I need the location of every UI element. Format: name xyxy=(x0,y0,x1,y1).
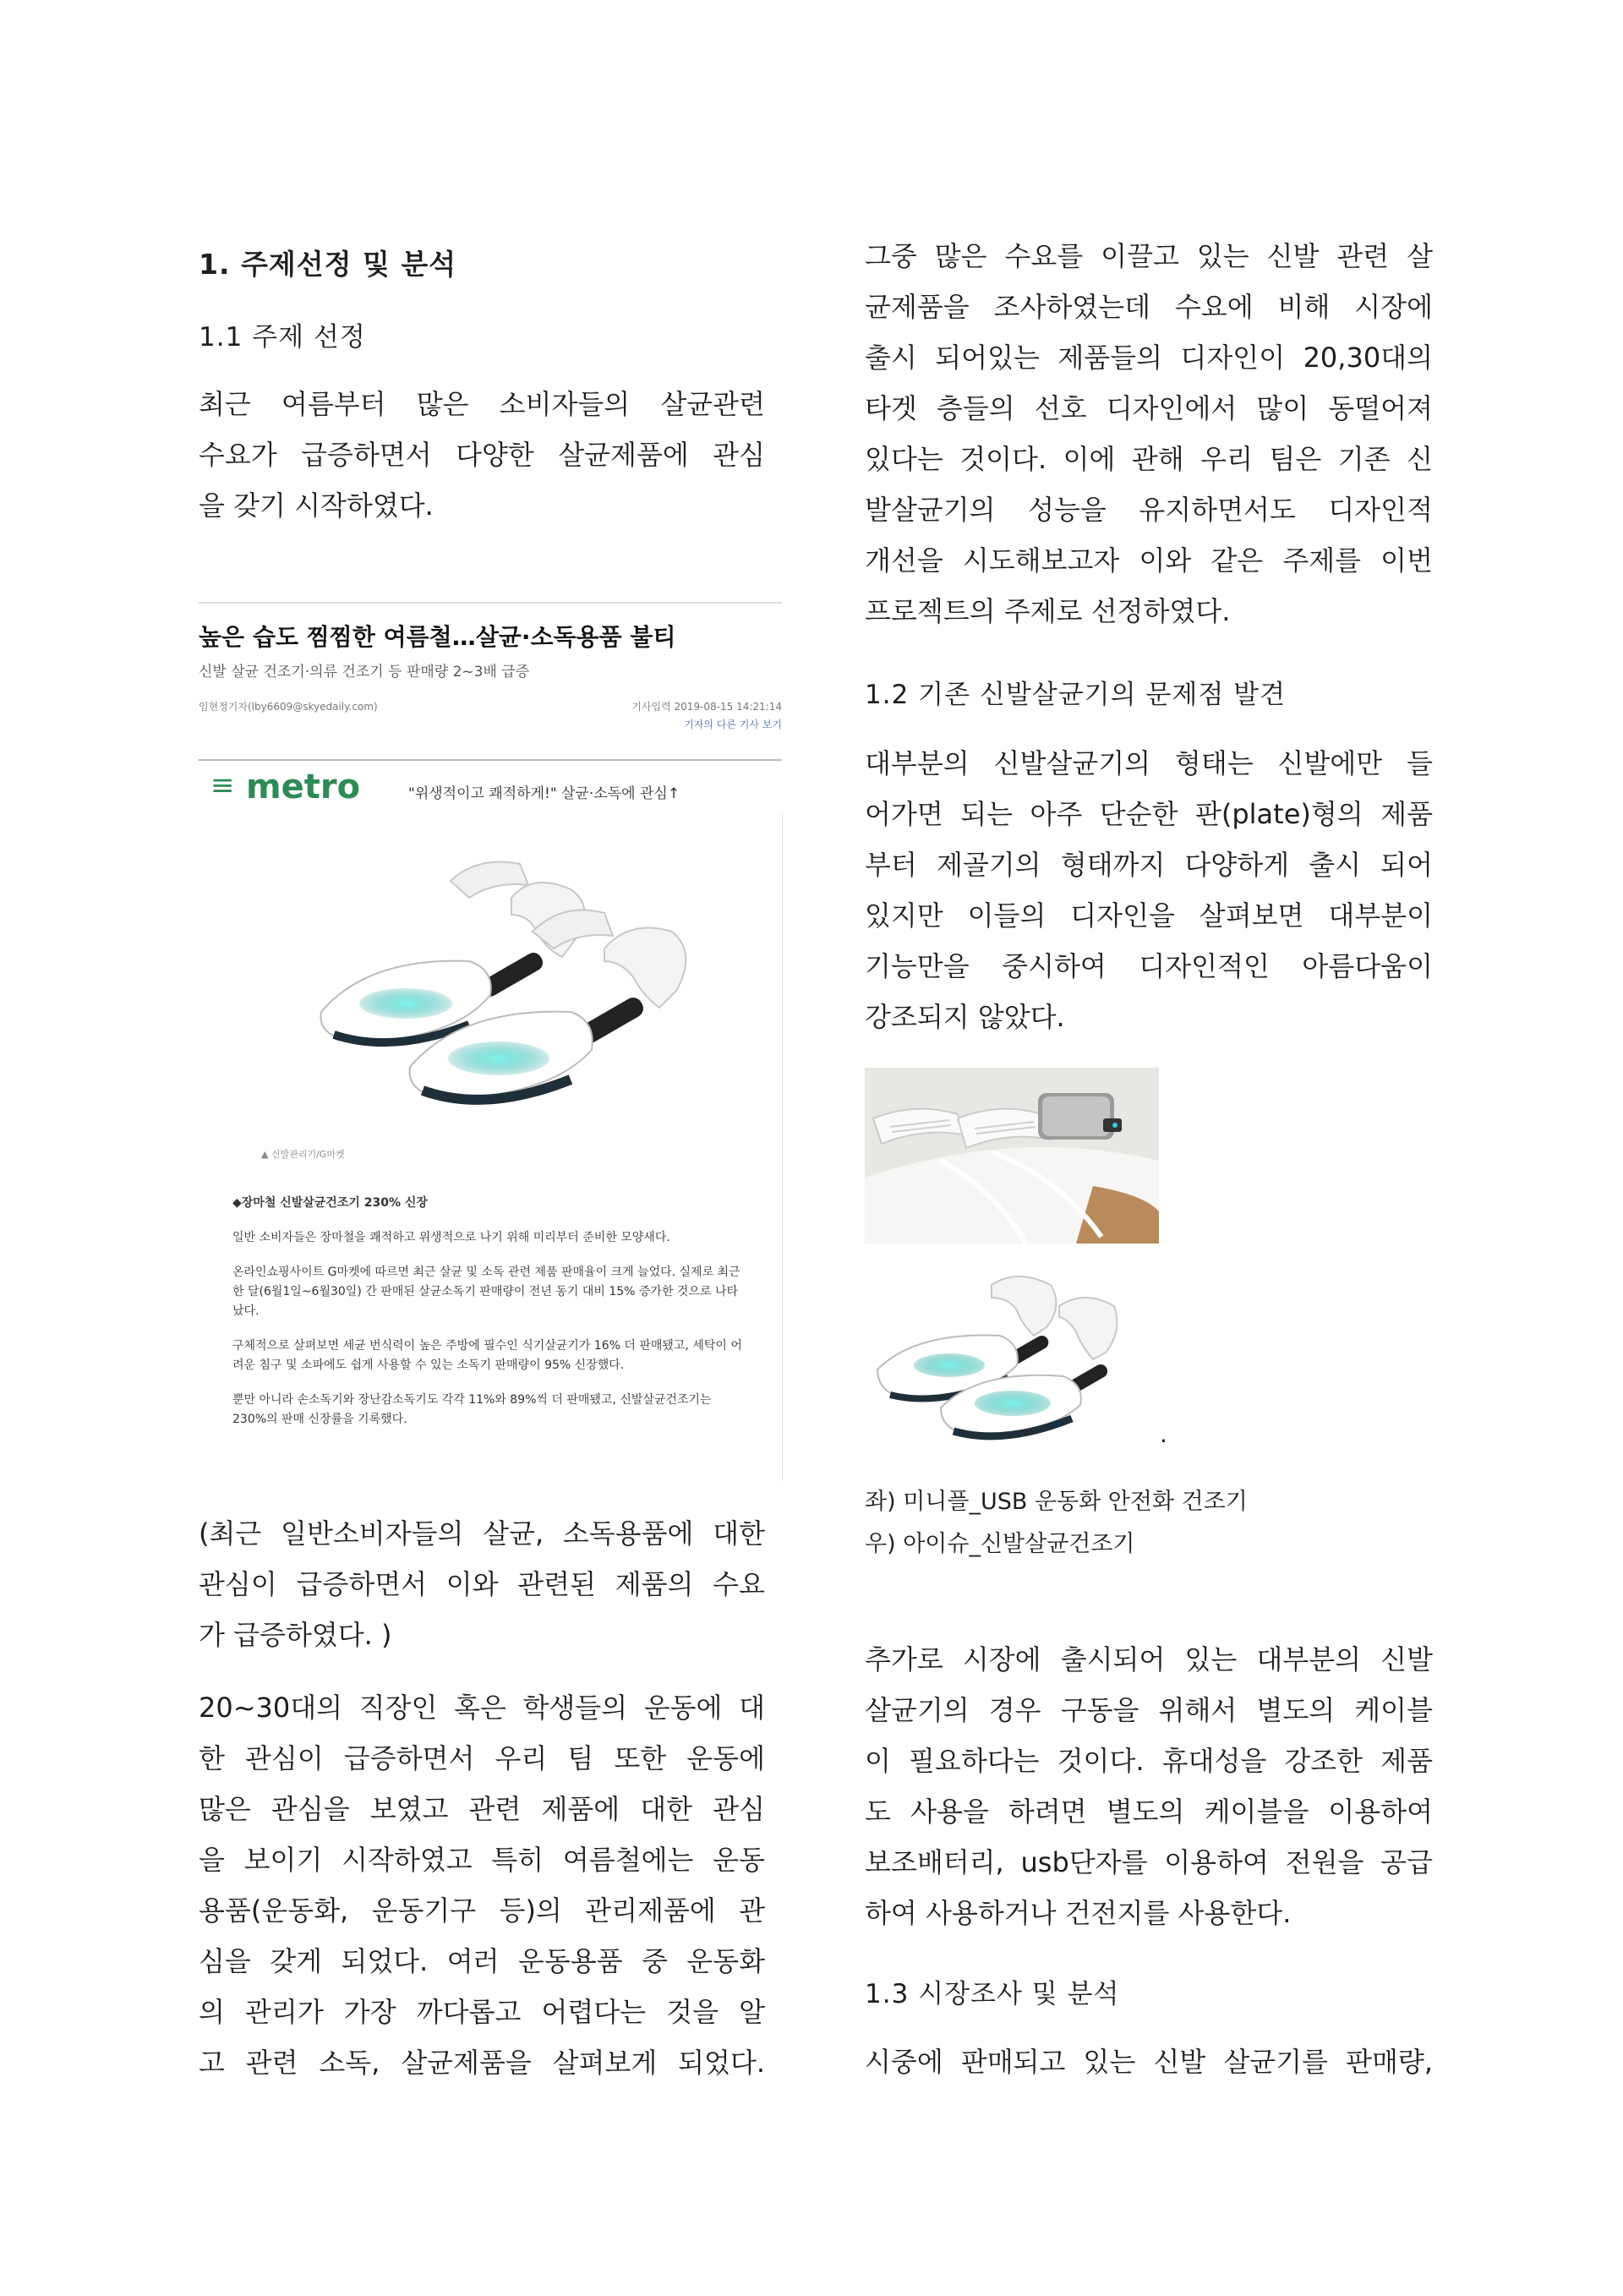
news-subhead: 신발 살균 건조기·의류 건조기 등 판매량 2~3배 급증 xyxy=(199,664,530,681)
intro-line: 을 갖기 시작하였다. xyxy=(199,489,434,522)
ishoe-sterilizer-photo xyxy=(865,1260,1159,1450)
problem-line: 부터 제골기의 형태까지 다양하게 출시 되어 xyxy=(865,849,1433,881)
body-line: 용품(운동화, 운동기구 등)의 관리제품에 관 xyxy=(199,1894,765,1927)
topic-line: 출시 되어있는 제품들의 디자인이 20,30대의 xyxy=(865,342,1433,374)
section-title: 1. 주제선정 및 분석 xyxy=(199,248,457,281)
body-line: 한 관심이 급증하면서 우리 팀 또한 운동에 xyxy=(199,1742,765,1774)
photo-caption: ▲ 신발관리기/G마켓 xyxy=(261,1149,345,1160)
news-date: 기사입력 2019-08-15 14:21:14 xyxy=(631,701,782,713)
cable-line: 하여 사용하거나 건전지를 사용한다. xyxy=(865,1897,1292,1929)
news-paragraph: 온라인쇼핑사이트 G마켓에 따르면 최근 살균 및 소독 관련 제품 판매율이 크게 늘었다. 실제로 최근 한 달(6월1일~6월30일) 간 판매된 살균소독기 판매량이 전년 동기 대비 15% 증가한 것으로 나타났다. xyxy=(232,1266,740,1318)
news-clipping-image xyxy=(199,602,790,1485)
cable-line: 보조배터리, usb단자를 이용하여 전원을 공급 xyxy=(865,1846,1433,1878)
body-line: 고 관련 소독, 살균제품을 살펴보게 되었다. xyxy=(199,2047,765,2079)
divider xyxy=(199,602,782,604)
cable-line: 살균기의 경우 구동을 위해서 별도의 케이블 xyxy=(865,1694,1433,1726)
usb-shoe-dryer-photo xyxy=(865,1068,1159,1244)
market-line: 시중에 판매되고 있는 신발 살균기를 판매량, xyxy=(865,2046,1433,2078)
topic-line: 발살균기의 성능을 유지하면서도 디자인적 xyxy=(865,494,1433,526)
topic-line: 그중 많은 수요를 이끌고 있는 신발 관련 살 xyxy=(865,240,1433,272)
topic-line: 개선을 시도해보고자 이와 같은 주제를 이번 xyxy=(865,544,1433,577)
market-paragraph xyxy=(865,2036,1433,2087)
news-paragraph: 구체적으로 살펴보면 세균 번식력이 높은 주방에 필수인 식기살균기가 16% 더 판매됐고, 세탁이 어려운 침구 및 소파에도 쉽게 사용할 수 있는 소독기 판매량이 95% 신장했다. xyxy=(232,1339,742,1372)
caption-line: (최근 일반소비자들의 살균, 소독용품에 대한 xyxy=(199,1517,765,1550)
cable-line: 도 사용을 하려면 별도의 케이블을 이용하여 xyxy=(865,1796,1433,1828)
body-line: 심을 갖게 되었다. 여러 운동용품 중 운동화 xyxy=(199,1945,765,1977)
intro-line: 수요가 급증하면서 다양한 살균제품에 관심 xyxy=(199,439,765,471)
metro-logo: metro xyxy=(246,768,361,806)
news-body xyxy=(232,1194,748,1445)
body-line: 20~30대의 직장인 혹은 학생들의 운동에 대 xyxy=(199,1692,765,1724)
problem-line: 강조되지 않았다. xyxy=(865,1001,1065,1033)
cable-line: 이 필요하다는 것이다. 휴대성을 강조한 제품 xyxy=(865,1745,1433,1777)
topic-line: 균제품을 조사하였는데 수요에 비해 시장에 xyxy=(865,291,1433,323)
body-line: 을 보이기 시작하였고 특히 여름철에는 운동 xyxy=(199,1844,765,1876)
divider xyxy=(782,813,783,1481)
body-paragraph xyxy=(199,1682,765,2088)
body-line: 의 관리가 가장 까다롭고 어렵다는 것을 알 xyxy=(199,1996,765,2028)
news-paragraph: 일반 소비자들은 장마철을 쾌적하고 위생적으로 나기 위해 미리부터 준비한 모양새다. xyxy=(232,1231,670,1244)
image-caption-left: 좌) 미니플_USB 운동화 안전화 건조기 xyxy=(865,1489,1248,1515)
divider xyxy=(199,759,782,761)
cable-paragraph xyxy=(865,1634,1433,1938)
problem-line: 어가면 되는 아주 단순한 판(plate)형의 제품 xyxy=(865,798,1433,830)
body-line: 많은 관심을 보였고 관련 제품에 대한 관심 xyxy=(199,1793,765,1825)
intro-line: 최근 여름부터 많은 소비자들의 살균관련 xyxy=(199,388,765,420)
topic-paragraph xyxy=(865,231,1433,637)
news-tagline: "위생적이고 쾌적하게!" 살균·소독에 관심↑ xyxy=(408,785,680,802)
problem-line: 있지만 이들의 디자인을 살펴보면 대부분이 xyxy=(865,899,1433,932)
news-more-link: 기자의 다른 기사 보기 xyxy=(684,719,782,730)
problem-line: 대부분의 신발살균기의 형태는 신발에만 들 xyxy=(865,747,1433,779)
clipping-caption xyxy=(199,1508,765,1660)
stray-dot: . xyxy=(1160,1420,1167,1448)
news-headline: 높은 습도 찜찜한 여름철…살균·소독용품 불티 xyxy=(199,623,676,651)
shoe-sterilizer-photo xyxy=(199,813,782,1236)
intro-paragraph xyxy=(199,379,765,531)
topic-line: 프로젝트의 주제로 선정하였다. xyxy=(865,595,1231,627)
problem-paragraph xyxy=(865,738,1433,1042)
menu-icon: ≡ xyxy=(210,768,235,802)
news-byline: 임현정기자(lby6609@skyedaily.com) xyxy=(199,701,378,713)
topic-line: 타겟 층들의 선호 디자인에서 많이 동떨어져 xyxy=(865,392,1433,424)
news-paragraph: 뿐만 아니라 손소독기와 장난감소독기도 각각 11%와 89%씩 더 판매됐고, 신발살균건조기는 230%의 판매 신장률을 기록했다. xyxy=(232,1393,712,1426)
news-bullet: ◆장마철 신발살균건조기 230% 신장 xyxy=(232,1196,428,1210)
subsection-title-1-2: 1.2 기존 신발살균기의 문제점 발견 xyxy=(865,680,1287,710)
caption-line: 관심이 급증하면서 이와 관련된 제품의 수요 xyxy=(199,1568,765,1600)
image-caption-right: 우) 아이슈_신발살균건조기 xyxy=(865,1531,1135,1557)
cable-line: 추가로 시장에 출시되어 있는 대부분의 신발 xyxy=(865,1643,1433,1676)
subsection-title-1-1: 1.1 주제 선정 xyxy=(199,322,366,353)
topic-line: 있다는 것이다. 이에 관해 우리 팀은 기존 신 xyxy=(865,443,1433,475)
problem-line: 기능만을 중시하여 디자인적인 아름다움이 xyxy=(865,950,1433,982)
caption-line: 가 급증하였다. ) xyxy=(199,1619,392,1651)
subsection-title-1-3: 1.3 시장조사 및 분석 xyxy=(865,1979,1120,2009)
